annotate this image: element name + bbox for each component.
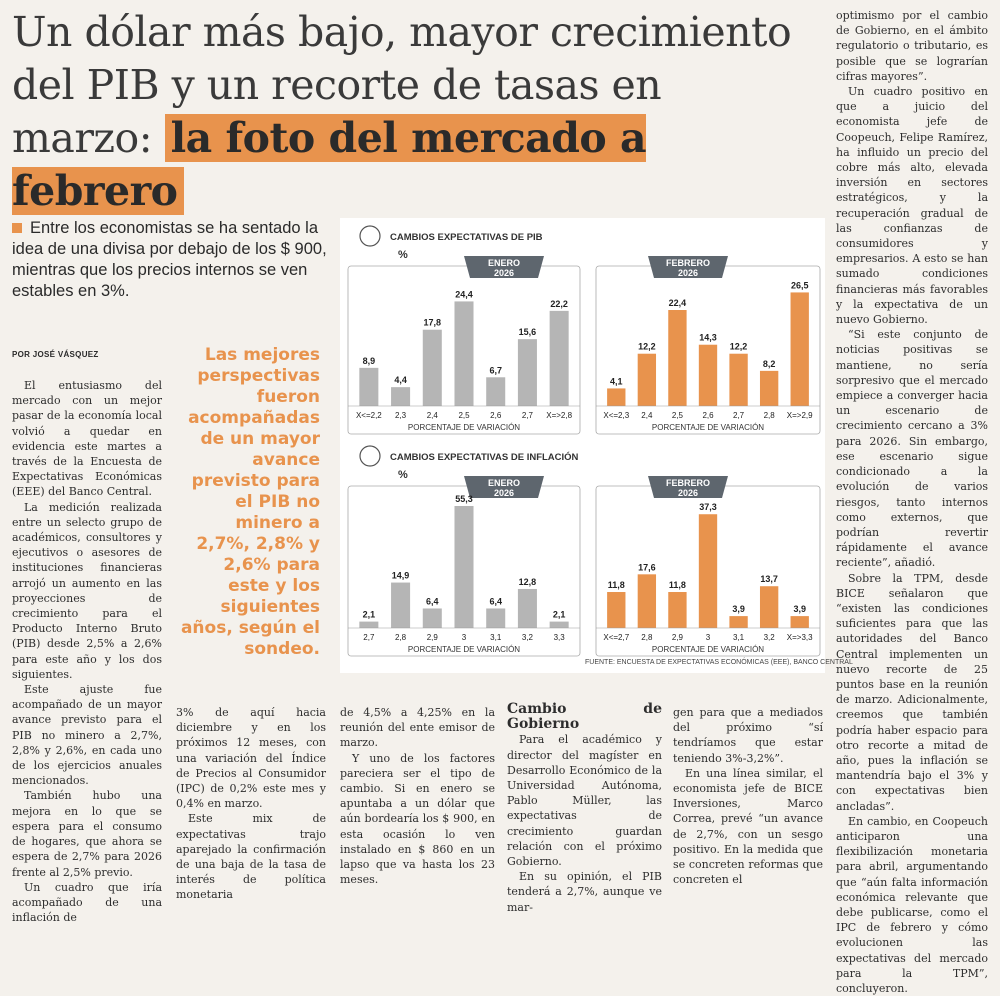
chart-bar: [518, 339, 537, 406]
headline-highlight: la foto del mercado a febrero: [12, 114, 647, 215]
chart-data-label: 55,3: [455, 494, 473, 504]
chart-bar: [699, 345, 717, 406]
chart-data-label: 6,4: [489, 596, 502, 607]
chart-tick-label: 2,5: [458, 411, 470, 420]
chart-tick-label: 2,4: [426, 411, 438, 420]
chart-tick-label: 2,8: [763, 411, 775, 420]
charts-background: [340, 218, 825, 673]
chart-bar: [638, 354, 656, 406]
headline-line-3-plain: marzo:: [12, 114, 153, 162]
article-column-1: [12, 378, 162, 925]
chart-bar: [391, 387, 410, 406]
chart-period-year: 2026: [493, 268, 515, 278]
chart-title: CAMBIOS EXPECTATIVAS DE INFLACIÓN: [390, 452, 579, 463]
article-column-4: [507, 702, 662, 915]
chart-data-label: 37,3: [699, 502, 717, 513]
chart-tick-label: 3: [705, 633, 711, 642]
paragraph: optimismo por el cambio de Gobierno, en el ámbito regulatorio o tributario, es posible que se lograrían cifras mayores”.: [836, 9, 988, 83]
chart-x-axis-label: PORCENTAJE DE VARIACIÓN: [407, 645, 521, 654]
article-column-4-body: [507, 732, 662, 914]
paragraph: Un cuadro que iría acompañado de una inflación de: [12, 880, 162, 925]
chart-tick-label: 3,1: [733, 633, 745, 642]
chart-x-axis-label: PORCENTAJE DE VARIACIÓN: [651, 423, 765, 432]
headline-line-3: [12, 112, 827, 218]
chart-tick-label: X<=2,7: [603, 633, 630, 642]
chart-data-label: 13,7: [760, 574, 778, 585]
chart-bar: [607, 592, 625, 628]
chart-data-label: 14,3: [699, 332, 717, 343]
chart-bar: [699, 514, 717, 628]
chart-unit: %: [398, 469, 408, 481]
paragraph: Este ajuste fue acompañado de un mayor avance previsto para el PIB no minero a 2,7%, 2,8% y 2,6%, en cada uno de los ejercicios anuales mencionados.: [12, 683, 162, 788]
chart-data-label: 4,1: [610, 376, 623, 387]
chart-bar: [391, 583, 410, 628]
chart-data-label: 15,6: [518, 327, 537, 338]
chart-data-label: 6,4: [426, 596, 439, 607]
chart-tick-label: 2,7: [733, 411, 745, 420]
chart-bar: [423, 608, 442, 628]
chart-bar: [359, 622, 378, 628]
paragraph: Y uno de los factores pareciera ser el tipo de cambio. Si en enero se apuntaba a un dólar que aún bordearía los $ 900, en esta ocasión lo ven instalado en $ 860 en un lapso que va hasta los 23 meses.: [340, 751, 495, 887]
paragraph: En una línea similar, el economista jefe de BICE Inversiones, Marco Correa, prevé “un avance de 2,7%, con un sesgo positivo. En la medida que se concreten reformas que concreten el: [673, 766, 823, 887]
headline-line-2: del PIB y un recorte de tasas en: [12, 61, 662, 109]
chart-tick-label: 2,7: [363, 633, 375, 642]
headline: [12, 6, 827, 218]
chart-bar: [791, 292, 809, 406]
chart-tick-label: 3: [461, 633, 467, 642]
chart-tick-label: X<=2,3: [603, 411, 630, 420]
chart-period-month: ENERO: [487, 258, 521, 268]
headline-line-1: Un dólar más bajo, mayor crecimiento: [12, 8, 792, 56]
paragraph: 3% de aquí hacia diciembre y en los próximos 12 meses, con una variación del Índice de Precios al Consumidor (IPC) de 0,2% este mes y 0,4% en marzo.: [176, 706, 326, 811]
chart-bar: [638, 574, 656, 628]
paragraph: La medición realizada entre un selecto grupo de académicos, consultores y ejecutivos o asesores de instituciones financieras arrojó un aumento en las proyecciones de crecimiento para el Producto Interno Bruto (PIB) desde 2,5% a 2,6% para este año y los dos siguientes.: [12, 500, 162, 681]
chart-data-label: 11,8: [668, 580, 686, 591]
article-column-5: [673, 705, 823, 887]
chart-data-label: 17,8: [423, 317, 442, 328]
paragraph: El entusiasmo del mercado con un mejor pasar de la economía local volvió a quedar en evidencia este martes a través de la Encuesta de Expectativas Económicas (EEE) del Banco Central.: [12, 379, 162, 499]
chart-title: CAMBIOS EXPECTATIVAS DE PIB: [390, 232, 543, 243]
chart-tick-label: 3,2: [763, 633, 775, 642]
chart-tick-label: 3,3: [553, 633, 565, 642]
lead-text: Entre los economistas se ha sentado la idea de una divisa por debajo de los $ 900, mientras que los precios internos se ven estables en 3%.: [12, 219, 327, 300]
chart-period-month: FEBRERO: [665, 258, 711, 268]
chart-bar: [791, 616, 809, 628]
chart-source: FUENTE: ENCUESTA DE EXPECTATIVAS ECONÓMICAS (EEE), BANCO CENTRAL: [585, 659, 853, 666]
chart-data-label: 14,9: [391, 570, 410, 581]
chart-bar: [729, 616, 747, 628]
chart-bar: [550, 622, 569, 628]
chart-tick-label: 2,7: [521, 411, 533, 420]
chart-tick-label: 2,3: [395, 411, 407, 420]
subheading: Cambio de Gobierno: [507, 701, 662, 733]
chart-data-label: 22,4: [668, 298, 687, 308]
chart-tick-label: X=>3,3: [786, 633, 813, 642]
chart-bar: [486, 608, 505, 628]
chart-data-label: 3,9: [793, 604, 806, 615]
chart-data-label: 26,5: [790, 280, 809, 291]
chart-tick-label: X<=2,2: [355, 411, 382, 420]
chart-tick-label: 2,8: [641, 633, 653, 642]
chart-period-year: 2026: [677, 488, 699, 498]
chart-data-label: 8,2: [762, 358, 776, 369]
chart-bar: [729, 354, 747, 406]
chart-tick-label: 3,2: [521, 633, 533, 642]
paragraph: de 4,5% a 4,25% en la reunión del ente emisor de marzo.: [340, 706, 495, 750]
chart-x-axis-label: PORCENTAJE DE VARIACIÓN: [407, 423, 521, 432]
chart-bar: [550, 311, 569, 406]
chart-period-year: 2026: [677, 268, 699, 278]
chart-bar: [760, 586, 778, 628]
chart-data-label: 8,9: [362, 355, 376, 366]
chart-tick-label: 2,8: [395, 633, 407, 642]
chart-tick-label: 2,4: [641, 411, 653, 420]
paragraph: También hubo una mejora en lo que se espera para el consumo de hogares, que ahora se espera de 2,7% para 2026 frente al 2,5% previo.: [12, 789, 162, 879]
chart-bar: [668, 310, 686, 406]
paragraph: Para el académico y director del magíster en Desarrollo Económico de la Universidad Autónoma, Pablo Müller, las expectativas de crecimiento guardan relación con el próximo Gobierno.: [507, 733, 662, 869]
chart-tick-label: X=>2,8: [546, 411, 573, 420]
chart-tick-label: 2,9: [671, 633, 683, 642]
chart-bar: [668, 592, 686, 628]
article-column-6: [836, 8, 988, 996]
chart-bar: [518, 589, 537, 628]
charts-infographic: [340, 218, 853, 673]
chart-bar: [760, 371, 778, 406]
chart-data-label: 12,2: [729, 341, 748, 352]
chart-data-label: 4,4: [394, 375, 407, 386]
lead-square-icon: [12, 223, 22, 233]
chart-period-year: 2026: [493, 488, 515, 498]
paragraph: Sobre la TPM, desde BICE señalaron que “existen las condiciones suficientes para que las autoridades del Banco Central implementen un nuevo recorte de 25 puntos base en la reunión de marzo. Adicionalmente, creemos que también podría haber espacio para otro recorte a mitad de año, pues la inflación se mantendría bajo el 3% y con expectativas bien ancladas”.: [836, 571, 988, 813]
paragraph: gen para que a mediados del próximo “sí tendríamos que estar teniendo 3%-3,2%”.: [673, 706, 823, 765]
chart-period-month: ENERO: [487, 478, 521, 488]
paragraph: Este mix de expectativas trajo aparejado la confirmación de una baja de la tasa de interés de política monetaria: [176, 812, 326, 902]
lead-paragraph: [12, 218, 332, 302]
chart-tick-label: 2,5: [671, 411, 683, 420]
chart-x-axis-label: PORCENTAJE DE VARIACIÓN: [651, 645, 765, 654]
article-column-3: [340, 705, 495, 887]
chart-bar: [454, 301, 473, 406]
byline: POR JOSÉ VÁSQUEZ: [12, 350, 99, 359]
chart-bar: [486, 377, 505, 406]
paragraph: En su opinión, el PIB tenderá a 2,7%, aunque ve mar-: [507, 870, 662, 914]
chart-data-label: 12,2: [638, 341, 656, 352]
chart-data-label: 24,4: [455, 289, 473, 300]
chart-data-label: 11,8: [607, 580, 625, 591]
chart-tick-label: 2,9: [426, 633, 438, 642]
paragraph: En cambio, en Coopeuch anticiparon una flexibilización monetaria para abril, argumentando que “aún falta información económica relevante que debe publicarse, como el IPC de febrero y cómo evolucionen las expectativas del mercado para la TPM”, concluyeron.: [836, 814, 988, 995]
pull-quote: Las mejores perspectivas fueron acompañadas de un mayor avance previsto para el PIB no minero a 2,7%, 2,8% y 2,6% para este y los siguientes años, según el sondeo.: [180, 345, 320, 659]
chart-bar: [423, 330, 442, 406]
chart-data-label: 17,6: [638, 562, 656, 573]
article-column-2: [176, 705, 326, 903]
chart-data-label: 6,7: [489, 365, 502, 376]
paragraph: Un cuadro positivo en que a juicio del economista jefe de Coopeuch, Felipe Ramírez, ha influido un precio del cobre más alto, elevada inversión en sectores estratégicos, y la recuperación gradual de las confianzas de consumidores y empresarios. A esto se han sumado condiciones financieras más favorables y la expectativa de un nuevo Gobierno.: [836, 85, 988, 327]
chart-data-label: 3,9: [732, 604, 745, 615]
chart-data-label: 2,1: [552, 609, 566, 620]
chart-bar: [607, 388, 625, 406]
chart-tick-label: 2,6: [490, 411, 502, 420]
chart-tick-label: 3,1: [490, 633, 502, 642]
chart-period-month: FEBRERO: [665, 478, 711, 488]
chart-tick-label: 2,6: [702, 411, 714, 420]
chart-bar: [359, 368, 378, 406]
paragraph: “Si este conjunto de noticias positivas se mantiene, no sería sorpresivo que el mercado empiece a converger hacia un escenario de crecimiento cercano a 3% para 2026. Sin embargo, ese escenario sigue condicionado a la evolución de varios riesgos, tanto internos como externos, que podrían revertir rápidamente el avance reciente”, añadió.: [836, 328, 988, 570]
chart-data-label: 12,8: [518, 576, 537, 587]
chart-unit: %: [398, 249, 408, 261]
chart-data-label: 2,1: [362, 609, 376, 620]
chart-bar: [454, 506, 473, 628]
chart-data-label: 22,2: [550, 298, 568, 309]
chart-tick-label: X=>2,9: [786, 411, 813, 420]
